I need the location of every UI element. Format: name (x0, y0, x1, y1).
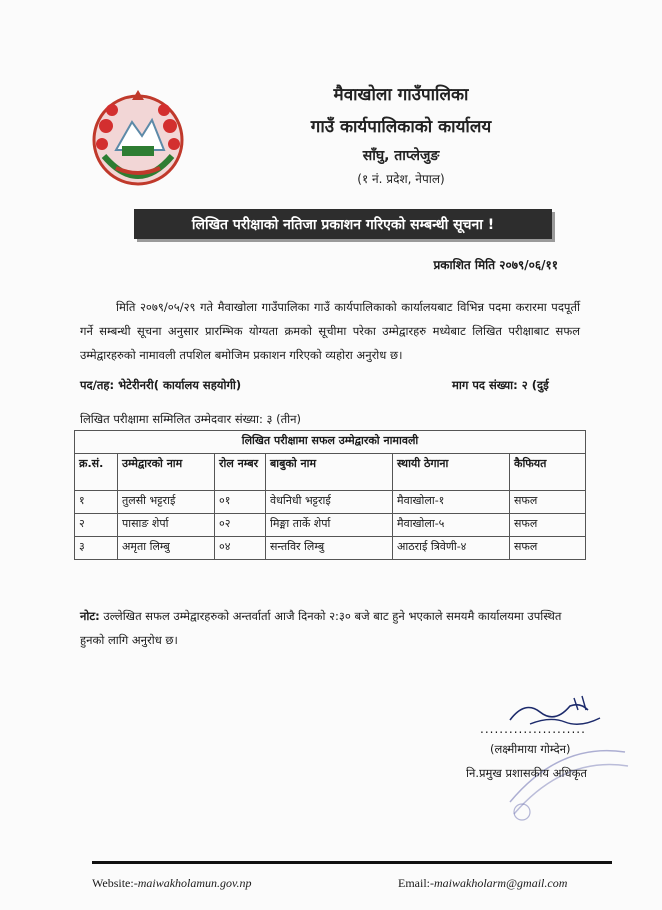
header-sn: क्र.सं. (75, 454, 118, 491)
note-label: नोट: (80, 609, 100, 623)
notice-body (80, 295, 580, 367)
website-label: Website:- (92, 876, 138, 890)
table-caption: लिखित परीक्षामा सफल उम्मेद्वारको नामावली (75, 431, 586, 454)
footer-email (398, 876, 567, 891)
header-roll-number: रोल नम्बर (215, 454, 266, 491)
cell-address: मैवाखोला-१ (393, 491, 510, 514)
notice-title: लिखित परीक्षाको नतिजा प्रकाशन गरिएको सम्बन्धी सूचना ! (191, 216, 495, 233)
cell-roll-number: ०४ (215, 537, 266, 560)
demand-count: माग पद संख्या: २ (दुई (452, 378, 549, 392)
email-label: Email:- (398, 876, 434, 890)
cell-father-name: वेधनिधी भट्टराई (266, 491, 393, 514)
cell-candidate-name: पासाङ शेर्पा (118, 514, 215, 537)
cell-candidate-name: अमृता लिम्बु (118, 537, 215, 560)
header-candidate-name: उम्मेद्वारको नाम (118, 454, 215, 491)
signature-dotted-line: ...................... (480, 722, 586, 736)
cell-roll-number: ०२ (215, 514, 266, 537)
cell-address: मैवाखोला-५ (393, 514, 510, 537)
cell-address: आठराई त्रिवेणी-४ (393, 537, 510, 560)
cell-roll-number: ०१ (215, 491, 266, 514)
cell-remarks: सफल (510, 514, 586, 537)
table-row (75, 514, 586, 537)
cell-father-name: मिङ्मा तार्के शेर्पा (266, 514, 393, 537)
footer-divider (92, 861, 612, 864)
interview-note (80, 604, 580, 652)
cell-remarks: सफल (510, 491, 586, 514)
table-row (75, 491, 586, 514)
header-father-name: बाबुको नाम (266, 454, 393, 491)
table-row (75, 537, 586, 560)
header-remarks: कैफियत (510, 454, 586, 491)
email-link[interactable]: maiwakholarm@gmail.com (434, 876, 568, 890)
cell-sn: ३ (75, 537, 118, 560)
notice-title-banner (134, 209, 552, 239)
cell-sn: २ (75, 514, 118, 537)
note-text: उल्लेखित सफल उम्मेद्वारहरुको अन्तर्वार्ता आजै दिनको २:३० बजे बाट हुने भएकाले समयमै कार्यालयमा उपस्थित हुनको लागि अनुरोध छ। (80, 609, 562, 647)
cell-remarks: सफल (510, 537, 586, 560)
footer-website (92, 876, 251, 891)
cell-sn: १ (75, 491, 118, 514)
cell-father-name: सन्तविर लिम्बु (266, 537, 393, 560)
table-header-row (75, 454, 586, 491)
website-link[interactable]: maiwakholamun.gov.np (137, 876, 252, 890)
post-level: पद/तह: भेटेरीनरी( कार्यालय सहयोगी) (80, 378, 242, 392)
header-address: स्थायी ठेगाना (393, 454, 510, 491)
office-location: साँघु, ताप्लेजुङ (362, 148, 440, 164)
office-name: गाउँ कार्यपालिकाको कार्यालय (310, 117, 492, 137)
cell-candidate-name: तुलसी भट्टराई (118, 491, 215, 514)
signatory-title: नि.प्रमुख प्रशासकीय अधिकृत (466, 766, 587, 780)
candidate-count: लिखित परीक्षामा सम्मिलित उम्मेदवार संख्या: ३ (तीन) (80, 412, 302, 426)
publish-date: प्रकाशित मिति २०७९/०६/११ (433, 258, 558, 272)
province: (१ नं. प्रदेश, नेपाल) (357, 172, 445, 186)
notice-body-text: मिति २०७९/०५/२९ गते मैवाखोला गाउँपालिका गाउँ कार्यपालिकाको कार्यालयबाट विभिन्न पदमा करारमा पदपूर्ती गर्ने सम्बन्धी सूचना अनुसार प्रारम्भिक योग्यता क्रमको सूचीमा परेका उम्मेद्वारहरु मध्येबाट लिखित परीक्षाबाट सफल उम्मेद्वारहरुको नामावली तपशिल बमोजिम प्रकाशन गरिएको व्यहोरा अनुरोध छ। (80, 300, 580, 362)
municipality-name: मैवाखोला गाउँपालिका (333, 85, 469, 105)
signatory-name: (लक्ष्मीमाया गोम्देन) (490, 742, 571, 756)
results-table (74, 430, 586, 560)
